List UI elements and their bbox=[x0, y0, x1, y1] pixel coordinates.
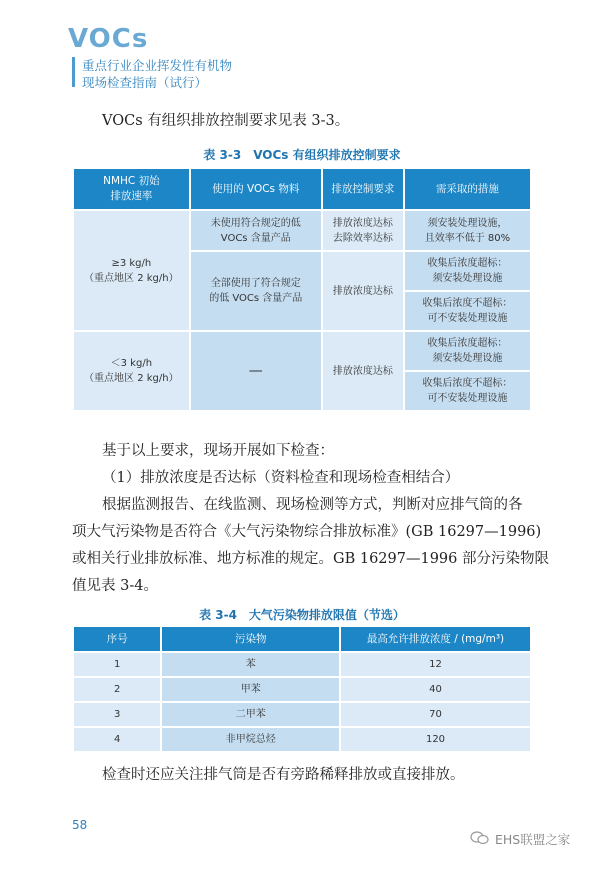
table34-cell-no: 4 bbox=[74, 728, 160, 751]
table33-r3-measure-b-line1: 收集后浓度不超标： bbox=[422, 378, 513, 389]
table-row bbox=[74, 728, 530, 751]
table33-group2-rate-line1: ＜3 kg/h bbox=[110, 358, 153, 369]
body-paragraph-2: （1）排放浓度是否达标（资料检查和现场检查相结合） bbox=[102, 470, 460, 486]
table34-cell-no: 3 bbox=[74, 703, 160, 726]
watermark-text: EHS联盟之家 bbox=[495, 832, 571, 847]
table33-r2-material bbox=[191, 252, 321, 330]
table-row bbox=[74, 678, 530, 701]
table33-r1-requirement bbox=[323, 211, 403, 250]
body-paragraph-3-line4: 值见表 3-4。 bbox=[72, 578, 158, 594]
table34-cell-limit: 12 bbox=[341, 653, 530, 676]
table33-group1-rate-line1: ≥3 kg/h bbox=[111, 257, 152, 269]
table34-cell-limit: 40 bbox=[341, 678, 530, 701]
table33-r2-measure-b bbox=[405, 292, 530, 330]
table33-r1-measure-line2: 且效率不低于 80% bbox=[424, 232, 511, 244]
body-paragraph-3-line2: 项大气污染物是否符合《大气污染物综合排放标准》(GB 16297—1996) bbox=[72, 524, 542, 540]
table34-cell-pollutant: 非甲烷总烃 bbox=[162, 728, 339, 751]
table33-group2-rate-line2: （重点地区 2 kg/h） bbox=[84, 373, 179, 384]
table33-r3-requirement: 排放浓度达标 bbox=[323, 332, 403, 410]
body-paragraph-3-line1: 根据监测报告、在线监测、现场检测等方式，判断对应排气筒的各 bbox=[102, 497, 523, 513]
table33-r3-measure-a-line1: 收集后浓度超标： bbox=[427, 338, 508, 349]
table34-header-limit: 最高允许排放浓度 / (mg/m³) bbox=[341, 627, 530, 651]
table34 bbox=[72, 625, 532, 753]
table33-group2-rate bbox=[74, 332, 189, 410]
table33 bbox=[72, 167, 532, 412]
header-subtitle-line1: 重点行业企业挥发性有机物 bbox=[82, 58, 233, 73]
table34-cell-no: 1 bbox=[74, 653, 160, 676]
table33-header-material: 使用的 VOCs 物料 bbox=[191, 169, 321, 209]
table33-header-rate bbox=[74, 169, 189, 209]
table33-r2-measure-a-line1: 收集后浓度超标： bbox=[427, 258, 508, 269]
closing-paragraph: 检查时还应关注排气筒是否有旁路稀释排放或直接排放。 bbox=[102, 767, 465, 783]
header-accent-bar bbox=[72, 57, 75, 87]
table33-r3-measure-b bbox=[405, 372, 530, 410]
table34-cell-pollutant: 苯 bbox=[162, 653, 339, 676]
table34-cell-limit: 70 bbox=[341, 703, 530, 726]
intro-paragraph: VOCs 有组织排放控制要求见表 3-3。 bbox=[102, 113, 350, 129]
table33-r2-measure-a bbox=[405, 252, 530, 290]
table34-cell-no: 2 bbox=[74, 678, 160, 701]
table33-r1-req-line2: 去除效率达标 bbox=[332, 232, 393, 244]
table34-header-pollutant: 污染物 bbox=[162, 627, 339, 651]
table33-group1-rate bbox=[74, 211, 189, 330]
table33-r2-measure-b-line2: 可不安装处理设施 bbox=[427, 313, 508, 324]
page-number: 58 bbox=[72, 818, 88, 832]
table33-group1-rate-line2: （重点地区 2 kg/h） bbox=[84, 272, 179, 284]
table33-r1-req-line1: 排放浓度达标 bbox=[332, 217, 393, 229]
table33-header-rate-line2: 排放速率 bbox=[110, 190, 153, 202]
wechat-icon bbox=[470, 831, 490, 848]
table34-cell-pollutant: 甲苯 bbox=[162, 678, 339, 701]
table33-r1-measure-line1: 须安装处理设施， bbox=[427, 217, 508, 229]
table33-r2-requirement: 排放浓度达标 bbox=[323, 252, 403, 330]
table-row bbox=[74, 653, 530, 676]
table33-r1-material-line1: 未使用符合规定的低 bbox=[210, 217, 301, 229]
header-title: VOCs bbox=[68, 24, 149, 54]
body-paragraph-1: 基于以上要求，现场开展如下检查： bbox=[102, 443, 334, 459]
watermark bbox=[470, 830, 570, 848]
table34-header-no: 序号 bbox=[74, 627, 160, 651]
table33-r1-measure bbox=[405, 211, 530, 250]
table-row bbox=[74, 703, 530, 726]
table33-r1-material-line2: VOCs 含量产品 bbox=[220, 232, 291, 244]
table33-r3-material: — bbox=[191, 332, 321, 410]
table33-header-rate-line1: NMHC 初始 bbox=[103, 175, 160, 187]
table33-r3-measure-a bbox=[405, 332, 530, 370]
table33-header-requirement: 排放控制要求 bbox=[323, 169, 403, 209]
table33-r2-measure-b-line1: 收集后浓度不超标： bbox=[422, 298, 513, 309]
table34-cell-pollutant: 二甲苯 bbox=[162, 703, 339, 726]
header-subtitle-line2: 现场检查指南（试行） bbox=[82, 75, 208, 90]
table34-cell-limit: 120 bbox=[341, 728, 530, 751]
table34-caption: 表 3-4 大气污染物排放限值（节选） bbox=[199, 608, 405, 622]
table33-r3-measure-b-line2: 可不安装处理设施 bbox=[427, 393, 508, 404]
table33-r1-material bbox=[191, 211, 321, 250]
table33-r3-measure-a-line2: 须安装处理设施 bbox=[432, 353, 503, 364]
table33-r2-material-line2: 的低 VOCs 含量产品 bbox=[209, 293, 303, 304]
table33-header-measure: 需采取的措施 bbox=[405, 169, 530, 209]
table33-r2-material-line1: 全部使用了符合规定 bbox=[210, 278, 301, 289]
table33-r2-measure-a-line2: 须安装处理设施 bbox=[432, 273, 503, 284]
table33-caption: 表 3-3 VOCs 有组织排放控制要求 bbox=[203, 148, 401, 162]
body-paragraph-3-line3: 或相关行业排放标准、地方标准的规定。GB 16297—1996 部分污染物限 bbox=[72, 551, 549, 567]
